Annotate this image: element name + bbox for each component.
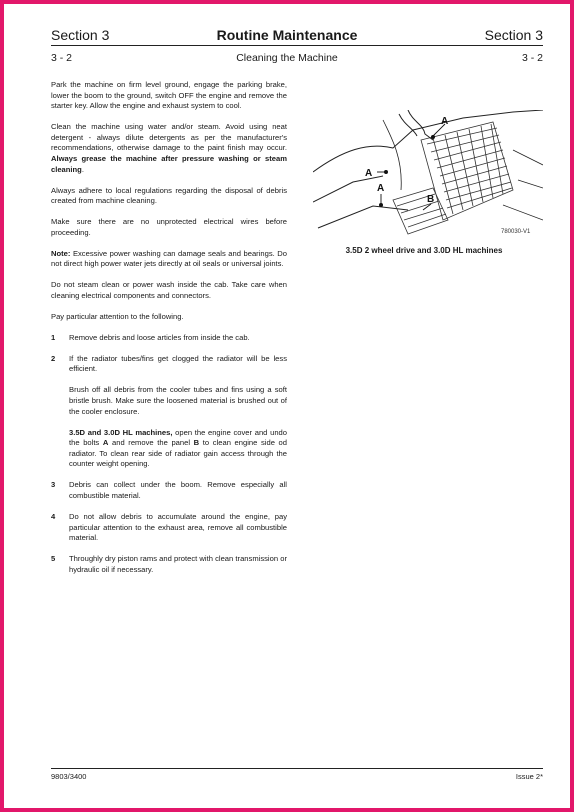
list-item xyxy=(51,333,287,344)
item-number: 3 xyxy=(51,480,56,490)
note-label: Note: xyxy=(51,248,71,258)
paragraph-attention: Pay particular attention to the following. xyxy=(51,311,184,321)
item-number: 2 xyxy=(51,353,56,363)
bolt-a-left xyxy=(384,170,388,174)
bolt-a-bottom xyxy=(379,203,383,207)
item-text: If the radiator tubes/fins get clogged the radiator will be less efficient. Brush off all debris from the cooler tubes and fins using a soft bristle brush. Make sure the loosened material is brushed out of the cooler enclosure. 3.5D and 3.0D HL machines, open the engine cover and undo the bolts A and remove the panel B to clean engine side od radiator. To clean rear side of radiator gain access through the counter weight opening. xyxy=(69,353,287,469)
figure-reference: 780030-V1 xyxy=(501,229,531,235)
list-item xyxy=(51,480,287,501)
header-section-right: Section 3 xyxy=(484,27,543,43)
label-b: B xyxy=(427,194,435,205)
page-subtitle: Cleaning the Machine xyxy=(236,52,338,64)
item-text: Do not allow debris to accumulate around the engine, pay particular attention to the exhaust area, remove all combustible material. xyxy=(69,511,287,543)
paragraph-regulations: Always adhere to local regulations regarding the disposal of debris created from machine cleaning. xyxy=(51,185,287,206)
label-a-top: A xyxy=(441,116,449,127)
paragraph-park: Park the machine on firm level ground, engage the parking brake, lower the boom to the ground, switch OFF the engine and remove the starter key. Allow the engine and exhaust system to cool. xyxy=(51,80,287,111)
paragraph-wires: Make sure there are no unprotected electrical wires before proceeding. xyxy=(51,217,287,237)
label-a-left: A xyxy=(365,168,373,179)
footer-doc-number: 9803/3400 xyxy=(51,772,87,781)
paragraph-clean: Clean the machine using water and/or steam. Avoid using neat detergent - always dilute detergents as per the manufacturer's recommendations, otherwise damage to the paint finish may occur. Always grease the machine after pressure washing or steam cleaning. xyxy=(51,122,287,174)
body-text xyxy=(51,80,287,586)
footer-rule xyxy=(51,768,543,769)
item-text: Debris can collect under the boom. Remove especially all combustible material. xyxy=(69,480,287,500)
paragraph-cab: Do not steam clean or power wash inside the cab. Take care when cleaning electrical components and connectors. xyxy=(51,280,287,300)
item-number: 4 xyxy=(51,511,56,521)
item-text: Remove debris and loose articles from inside the cab. xyxy=(69,332,250,342)
header-rule xyxy=(51,45,543,46)
bolt-a-top xyxy=(431,135,435,139)
item-number: 5 xyxy=(51,554,56,564)
radiator-diagram xyxy=(313,110,543,240)
page-number-left: 3 - 2 xyxy=(51,52,73,64)
item-text: Throughly dry piston rams and protect with clean transmission or hydraulic oil if necessary. xyxy=(69,554,287,574)
note-paragraph: Note: Excessive power washing can damage seals and bearings. Do not direct high power water jets directly at oil seals or universal joints. xyxy=(51,248,287,269)
list-item xyxy=(51,354,287,470)
item-number: 1 xyxy=(51,332,56,342)
label-a-bottom: A xyxy=(377,183,385,194)
page-title: Routine Maintenance xyxy=(216,27,358,43)
figure-caption: 3.5D 2 wheel drive and 3.0D HL machines xyxy=(345,246,503,255)
header-section-left: Section 3 xyxy=(51,27,110,43)
grease-warning: Always grease the machine after pressure washing or steam cleaning xyxy=(51,153,287,174)
list-item xyxy=(51,554,287,575)
list-item xyxy=(51,512,287,544)
radiator-illustration xyxy=(313,110,543,240)
page-number-right: 3 - 2 xyxy=(521,52,543,64)
footer-issue: Issue 2* xyxy=(515,772,543,781)
